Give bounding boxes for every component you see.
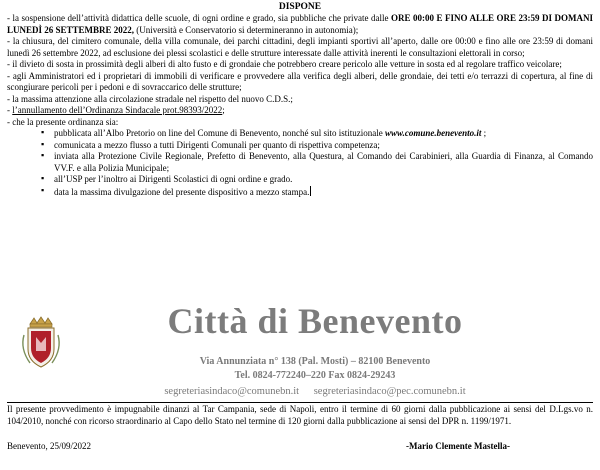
ordinance-body (7, 13, 593, 198)
suspension-hours: ORE 00:00 E FINO ALLE ORE 23:59 DI DOMANI LUNEDÌ 26 SETTEMBRE 2022, (7, 13, 593, 35)
list-item: ▪ comunicata a mezzo flusso a tutti Dirigenti Comunali per quanto di rispettiva competenza; (7, 140, 593, 152)
paragraph-parking-ban: - il divieto di sosta in prossimità degli alberi di alto fusto e di grondaie che potrebbero creare pericolo alle vetture in sosta ed al regolare traffico veicolare; (7, 59, 562, 69)
footer-divider (7, 402, 593, 403)
city-emails (130, 386, 500, 397)
mayor-signature: -Mario Clemente Mastella- (406, 441, 510, 451)
city-crest-icon (18, 315, 64, 371)
pec-email-link[interactable]: segreteriasindaco@pec.comunebn.it (313, 386, 466, 397)
list-item: ▪ inviata alla Protezione Civile Regionale, Prefetto di Benevento, alla Questura, al Comando dei Carabinieri, alla Guardia di Finanza, al Comando VV.F. e alla Polizia Municipale; (7, 151, 593, 174)
place-date: Benevento, 25/09/2022 (7, 441, 91, 451)
city-phone-fax: Tel. 0824-772240–220 Fax 0824-29243 (234, 370, 396, 381)
paragraph-annulment: - l’annullamento dell’Ordinanza Sindacale prot.98393/2022; (7, 105, 225, 115)
text-cursor (310, 186, 311, 196)
paragraph-suspension: - la sospensione dell’attività didattica delle scuole, di ogni ordine e grado, sia pubbliche che private dalle ORE 00:00 E FINO ALLE ORE 23:59 DI DOMANI LUNEDÌ 26 SETTEMBRE 2022, (Università e Conservatorio si determineranno in autonomia); (7, 13, 593, 35)
email-link[interactable]: segreteriasindaco@comunebn.it (164, 386, 300, 397)
publication-list (7, 128, 593, 198)
paragraph-owners-checks: - agli Amministratori ed i proprietari di immobili di verificare e provvedere alla verifica degli alberi, delle grondaie, dei tetti e/o terrazzi di copertura, al fine di scongiurare pericoli per i pedoni e di sovraccarico delle strutture; (7, 70, 593, 92)
list-item: ▪ all’USP per l’inoltro ai Dirigenti Scolastici di ogni ordine e grado. (7, 174, 593, 186)
appeal-notice: Il presente provvedimento è impugnabile dinanzi al Tar Campania, sede di Napoli, entro il termine di 60 giorni dalla pubblicazione ai sensi del D.Lgs.vo n. 104/2010, nonché con ricorso straordinario al Capo dello Stato nel termine di 120 giorni dalla pubblicazione ai sensi del DPR n. 1199/1971. (7, 404, 593, 426)
list-item: ▪ pubblicata all’Albo Pretorio on line del Comune di Benevento, nonché sul sito istituzionale www.comune.benevento.it ; (7, 128, 593, 140)
paragraph-closure: - la chiusura, del cimitero comunale, della villa comunale, dei parchi cittadini, degli impianti sportivi all’aperto, dalle ore 00:00 e fino alle ore 23:59 di domani lunedì 26 settembre 2022, ad esclusione dei plessi scolastici e delle strutture interessate dalle attività inerenti le consultazioni elettorali in corso; (7, 36, 593, 58)
paragraph-road-attention: - la massima attenzione alla circolazione stradale nel rispetto del nuovo C.D.S.; (7, 93, 293, 104)
annulment-reference: l’annullamento dell’Ordinanza Sindacale prot.98393/2022 (12, 105, 223, 115)
city-name-title: Città di Benevento (167, 301, 463, 341)
paragraph-publication-intro: - che la presente ordinanza sia: (7, 116, 119, 127)
list-item: ▪ data la massima divulgazione del presente dispositivo a mezzo stampa. (7, 186, 593, 199)
website-link[interactable]: www.comune.benevento.it (384, 128, 482, 138)
city-address: Via Annunziata n° 138 (Pal. Mosti) – 82100 Benevento (199, 356, 431, 367)
document-heading: DISPONE (278, 2, 322, 12)
